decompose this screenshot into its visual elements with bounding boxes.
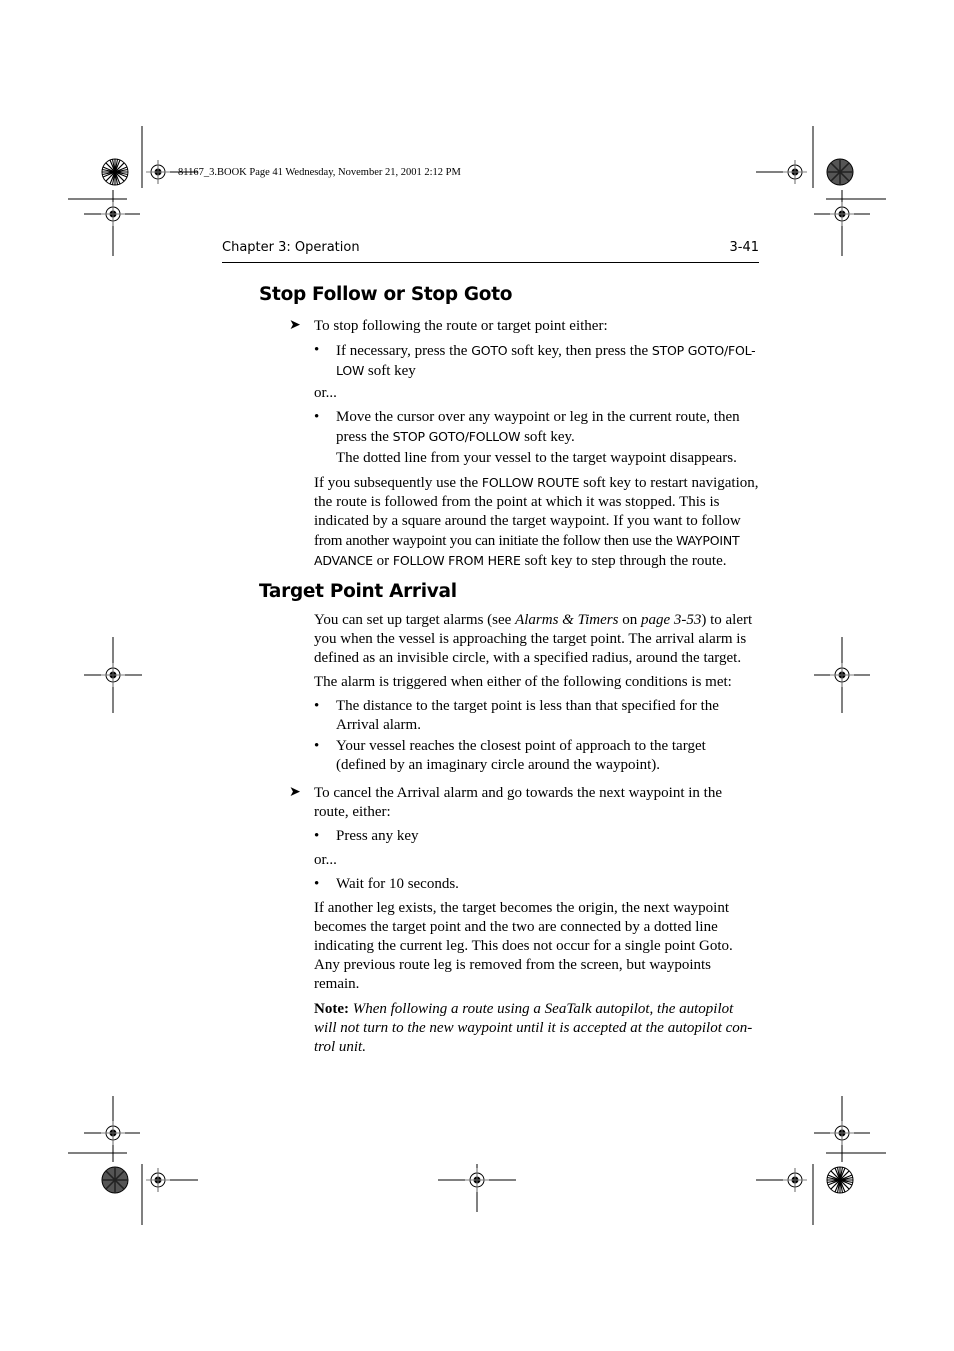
print-slug: 81167_3.BOOK Page 41 Wednesday, November 21, 2001 2:12 PM	[178, 167, 461, 178]
or-text: or...	[314, 852, 337, 868]
bullet-icon: •	[314, 409, 320, 425]
list-item: Press any key	[336, 828, 419, 844]
bullet-icon: •	[314, 698, 320, 714]
softkey-label: ADVANCE	[314, 553, 373, 568]
page-reference: page 3-53	[640, 612, 702, 628]
softkey-label: GOTO	[471, 343, 508, 358]
result-text: The dotted line from your vessel to the target waypoint disappears.	[336, 450, 737, 466]
softkey-label: WAYPOINT	[676, 533, 740, 548]
paragraph: If you subsequently use the FOLLOW ROUTE soft key to restart navigation, the route is followed from the point at which it was stopped. This is indicated by a square around the target waypoint. If you want to follow from another waypoint you can initiate the follow then use the WAYPOINT ADVANCE or FOLLOW FROM HERE soft key to step through the route.	[314, 475, 759, 569]
running-header	[222, 238, 759, 263]
section-heading-stop-follow: Stop Follow or Stop Goto	[259, 284, 513, 305]
list-item: Your vessel reaches the closest point of approach to the target (defined by an imaginary circle around the waypoint).	[336, 738, 706, 773]
page-number: 3-41	[729, 240, 759, 255]
chapter-title: Chapter 3: Operation	[222, 240, 360, 255]
bullet-icon: •	[314, 342, 320, 358]
bullet-icon: •	[314, 876, 320, 892]
softkey-label: FOLLOW ROUTE	[481, 475, 580, 490]
bullet-icon: •	[314, 828, 320, 844]
or-text: or...	[314, 385, 337, 401]
note-label: Note:	[314, 1001, 349, 1017]
bullet-icon: •	[314, 738, 320, 754]
softkey-label: LOW	[336, 363, 365, 378]
softkey-label: STOP GOTO/FOLLOW	[392, 429, 521, 444]
paragraph: If another leg exists, the target becomes the origin, the next waypoint becomes the target point and the two are connected by a dotted line indicating the current leg. This does not occur for a single point Goto. Any previous route leg is removed from the screen, but waypoints remain.	[314, 900, 733, 992]
paragraph: The alarm is triggered when either of the following conditions is met:	[314, 674, 732, 690]
list-item: If necessary, press the GOTO soft key, then press the STOP GOTO/FOL- LOW soft key	[336, 343, 756, 379]
softkey-label: FOLLOW FROM HERE	[392, 553, 521, 568]
list-item: Wait for 10 seconds.	[336, 876, 459, 892]
list-item: The distance to the target point is less than that specified for the Arrival alarm.	[336, 698, 719, 733]
paragraph: You can set up target alarms (see Alarms & Timers on page 3-53) to alert you when the vessel is approaching the target point. The arrival alarm is defined as an invisible circle, with a specified radius, around the target.	[314, 612, 753, 666]
list-item: Move the cursor over any waypoint or leg in the current route, then press the STOP GOTO/FOLLOW soft key.	[336, 409, 740, 445]
arrowhead-icon: ➤	[289, 317, 301, 333]
section-heading-target-arrival: Target Point Arrival	[259, 581, 457, 602]
step-text: To cancel the Arrival alarm and go towards the next waypoint in the route, either:	[314, 785, 722, 820]
cross-reference: Alarms & Timers	[515, 612, 619, 628]
softkey-label: STOP GOTO/FOL-	[651, 343, 756, 358]
step-text: To stop following the route or target point either:	[314, 318, 608, 334]
arrowhead-icon: ➤	[289, 784, 301, 800]
note: Note: When following a route using a SeaTalk autopilot, the autopilot will not turn to the new waypoint until it is accepted at the autopilot con- trol unit.	[314, 1001, 753, 1055]
